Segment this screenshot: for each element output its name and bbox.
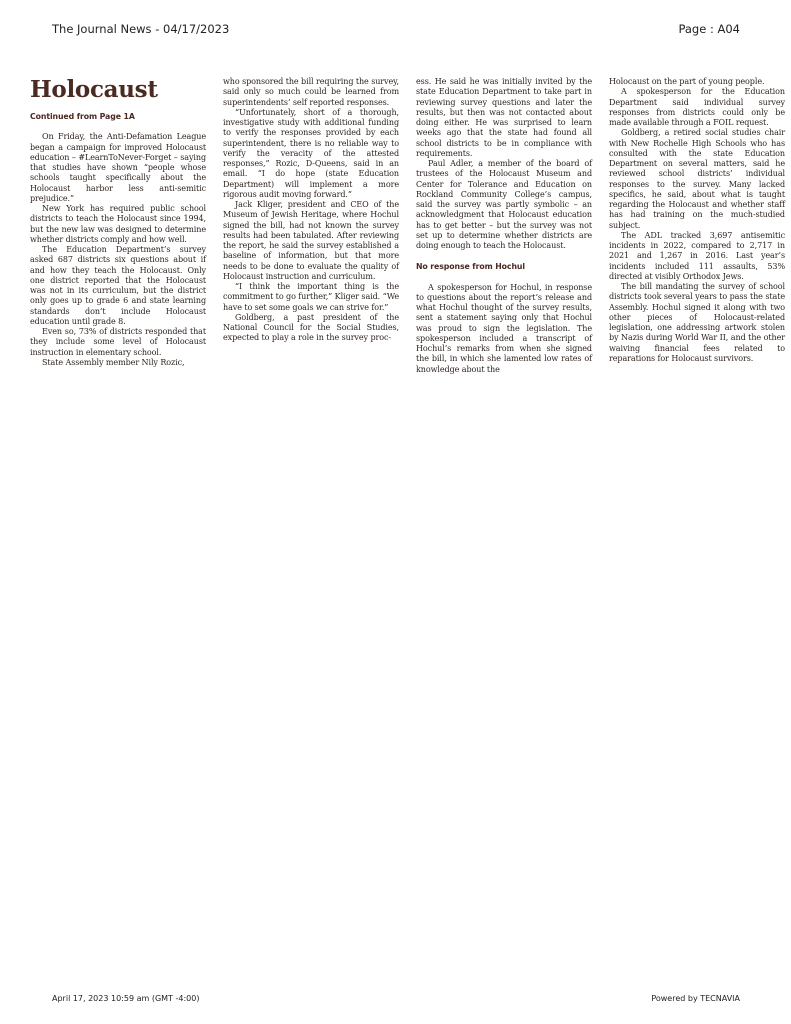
paragraph: Holocaust on the part of young people.	[609, 77, 765, 86]
paragraph: On Friday, the Anti-Defamation League began a campaign for improved Holocaust education – #LearnToNever-Forget – saying that studies have shown “people whose schools taught specifically about the Holocaust harbor less anti-semitic prejudice.”	[30, 132, 206, 203]
paragraph: Goldberg, a retired social studies chair with New Rochelle High Schools who has consulted with the state Education Department on several matters, said he reviewed school districts’ individual responses to the survey. Many lacked specifics, he said, about what is taught regarding the Holocaust and whether staff has had training on the much-studied subject.	[609, 128, 785, 230]
paragraph: ess. He said he was initially invited by the state Education Department to take part in reviewing survey questions and later the results, but then was not contacted about doing either. He was surprised to learn weeks ago that the state had found all school districts to be in compliance with requirements.	[416, 77, 592, 158]
paragraph: Jack Kliger, president and CEO of the Museum of Jewish Heritage, where Hochul signed the bill, had not known the survey results had been tabulated. After reviewing the report, he said the survey established a baseline of information, but that more needs to be done to evaluate the quality of Holocaust instruction and curriculum.	[223, 200, 399, 281]
paragraph: who sponsored the bill requiring the survey, said only so much could be learned from superintendents’ self reported responses.	[223, 77, 399, 107]
paragraph: The bill mandating the survey of school districts took several years to pass the state Assembly. Hochul signed it along with two other pieces of Holocaust-related legislation, one addressing artwork stolen by Nazis during World War II, and the other waiving financial fees related to reparations for Holocaust survivors.	[609, 282, 785, 363]
column-4	[609, 77, 785, 375]
subheading: No response from Hochul	[416, 262, 525, 272]
column-3	[416, 77, 592, 375]
paragraph: The Education Department’s survey asked 687 districts six questions about if and how they teach the Holocaust. Only one district reported that the Holocaust was not in its curriculum, but the district only goes up to grade 6 and state learning standards don’t include Holocaust education until grade 8.	[30, 245, 206, 326]
paragraph: State Assembly member Nily Rozic,	[42, 357, 185, 367]
column-2	[223, 77, 399, 375]
paragraph: The ADL tracked 3,697 antisemitic incidents in 2022, compared to 2,717 in 2021 and 1,267 in 2016. Last year’s incidents included 111 assaults, 53% directed at visibly Orthodox Jews.	[609, 230, 785, 281]
paragraph: A spokesperson for the Education Department said individual survey responses from districts could only be made available through a FOIL request.	[609, 87, 785, 127]
page-header	[52, 22, 740, 36]
paragraph: “Unfortunately, short of a thorough, investigative study with additional funding to verify the responses provided by each superintendent, there is no reliable way to verify the veracity of the attested responses,” Rozic, D-Queens, said in an email. “I do hope (state Education Department) will implement a more rigorous audit moving forward.”	[223, 107, 399, 199]
publication-title: The Journal News - 04/17/2023	[52, 22, 230, 36]
paragraph: Paul Adler, a member of the board of trustees of the Holocaust Museum and Center for Tolerance and Education on Rockland Community College’s campus, said the survey was partly symbolic – an acknowledgment that Holocaust education has to get better – but the survey was not set up to determine whether districts are doing enough to teach the Holocaust.	[416, 159, 592, 250]
page-footer	[52, 994, 740, 1003]
continued-label: Continued from Page 1A	[30, 112, 135, 121]
column-1	[30, 77, 206, 375]
headline: Holocaust	[30, 76, 158, 103]
paragraph: New York has required public school districts to teach the Holocaust since 1994, but the new law was designed to determine whether districts comply and how well.	[30, 204, 206, 244]
paragraph: “I think the important thing is the commitment to go further,” Kliger said. “We have to set some goals we can strive for.”	[223, 282, 400, 312]
timestamp: April 17, 2023 10:59 am (GMT -4:00)	[52, 994, 200, 1003]
page-number: Page : A04	[678, 22, 740, 36]
paragraph: Even so, 73% of districts responded that they include some level of Holocaust instruction in elementary school.	[30, 327, 206, 357]
paragraph: A spokesperson for Hochul, in response to questions about the report’s release and what Hochul thought of the survey results, sent a statement saying only that Hochul was proud to sign the legislation. The spokesperson included a transcript of Hochul’s remarks from when she signed the bill, in which she lamented low rates of knowledge about the	[416, 282, 592, 374]
paragraph: Goldberg, a past president of the National Council for the Social Studies, expected to play a role in the survey proc-	[223, 312, 399, 343]
credit: Powered by TECNAVIA	[651, 994, 740, 1003]
article-body	[30, 77, 785, 375]
